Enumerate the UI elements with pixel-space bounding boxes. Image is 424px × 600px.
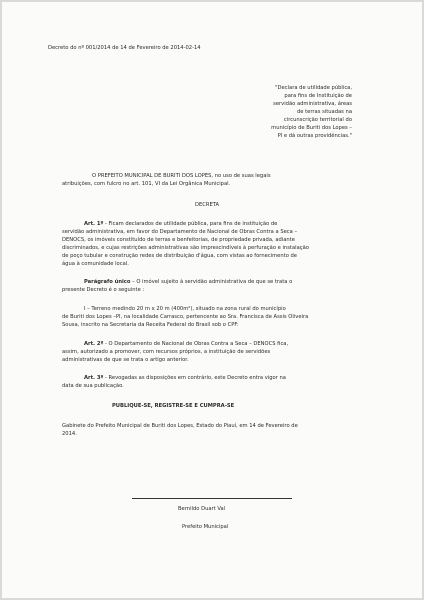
- item-text: de Buriti dos Lopes –PI, na localidade Carrasco, pertencente ao Sra. Francisca de Assis Oliveira: [62, 314, 309, 320]
- article-text: data de sua publicação.: [62, 383, 124, 389]
- item-text: I – Terreno medindo 20 m x 20 m (400m²), situado na zona rural do município: [84, 306, 286, 312]
- ementa-line: município de Buriti dos Lopes –: [271, 125, 352, 131]
- article-text: - Ficam declarados de utilidade pública, para fins de instituição de: [103, 221, 278, 227]
- item-text: Sousa, inscrito na Secretaria da Receita Federal do Brasil sob o CPF:: [62, 322, 239, 328]
- preamble-line: O PREFEITO MUNICIPAL DE BURITI DOS LOPES, no uso de suas legais: [92, 173, 271, 179]
- ementa-line: de terras situadas na: [297, 109, 352, 115]
- signatory-title: Prefeito Municipal: [182, 524, 229, 530]
- publique-heading: PUBLIQUE-SE, REGISTRE-SE E CUMPRA-SE: [112, 403, 235, 409]
- signatory-name: Bernildo Duart Val: [178, 506, 226, 512]
- preamble-line: atribuições, com fulcro no art. 101, VI da Lei Orgânica Municipal.: [62, 181, 231, 187]
- paragraph-text: – O imóvel sujeito à servidão administrativa de que se trata o: [130, 279, 293, 285]
- article-label: Art. 3º: [84, 375, 104, 381]
- article-text: administrativas de que se trata o artigo anterior.: [62, 357, 189, 363]
- decreta-heading: DECRETA: [195, 202, 220, 208]
- ementa-line: para fins de Instituição de: [284, 93, 352, 99]
- ementa-line: "Declara de utilidade pública,: [275, 85, 352, 91]
- document-page: [2, 2, 422, 598]
- article-text: água à comunidade local.: [62, 261, 129, 267]
- paragraph-text: presente Decreto é o seguinte :: [62, 287, 145, 293]
- gabinete-line: 2014.: [62, 431, 77, 437]
- ementa-line: PI e dá outras providências.": [277, 133, 352, 139]
- article-text: de poço tubular e construção redes de distribuição d'água, com vistas ao fornecimento de: [62, 253, 297, 259]
- article-text: DENOCS, os imóveis constituído de terras e benfeitorias, de propriedade privada, adiante: [62, 237, 295, 243]
- gabinete-line: Gabinete do Prefeito Municipal de Buriti dos Lopes, Estado do Piauí, em 14 de Fevereiro de: [62, 423, 298, 429]
- decree-header: Decreto do nº 001/2014 de 14 de Fevereiro de 2014-02-14: [48, 45, 201, 51]
- article-text: assim, autorizado a promover, com recursos próprios, a instituição de servidões: [62, 349, 271, 355]
- article-text: - O Departamento de Nacional de Obras Contra a Seca – DENOCS fica,: [103, 341, 289, 347]
- article-text: discriminados, e cujas restrições administrativas são imprescindíveis à perfuração e instalação: [62, 245, 309, 251]
- paragraph-label: Parágrafo único: [84, 279, 131, 285]
- article-text: servidão administrativa, em favor do Departamento de Nacional de Obras Contra a Seca –: [62, 229, 298, 235]
- article-text: - Revogadas as disposições em contrário, este Decreto entra vigor na: [103, 375, 286, 381]
- ementa-line: circunscrição territorial do: [283, 117, 352, 123]
- ementa-line: servidão administrativa, áreas: [273, 101, 352, 107]
- signature-line: [132, 498, 292, 499]
- article-label: Art. 1º: [84, 221, 104, 227]
- article-label: Art. 2º: [84, 341, 104, 347]
